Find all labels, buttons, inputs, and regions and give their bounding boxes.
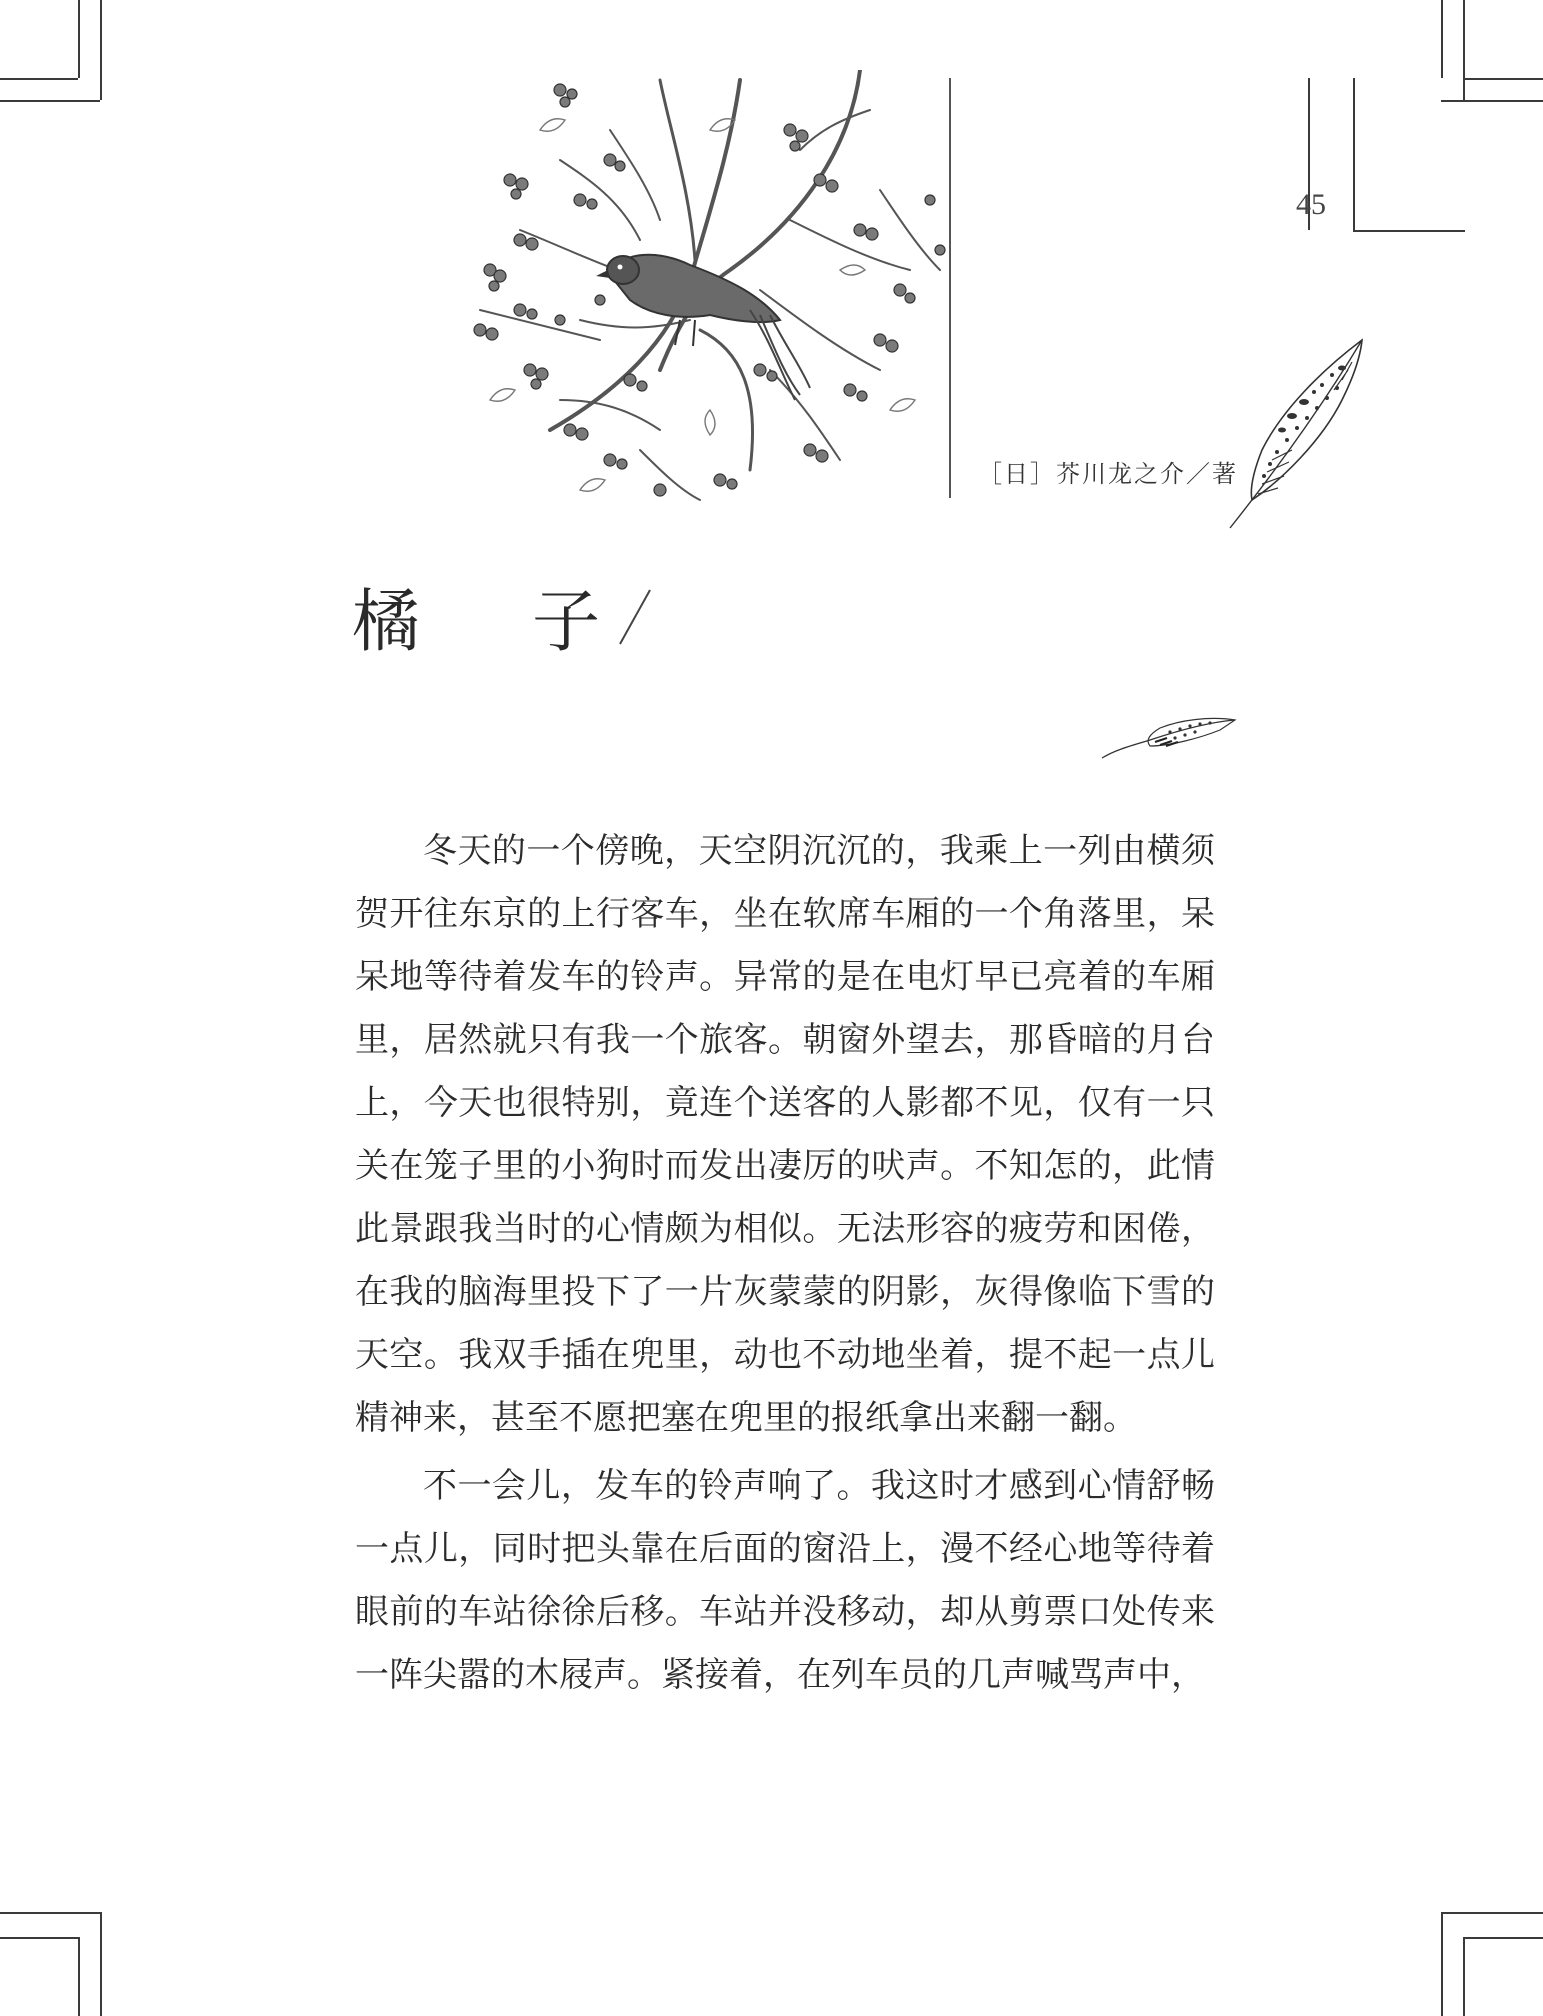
header-rule-right-v2 bbox=[1353, 78, 1355, 230]
feather-icon bbox=[1222, 330, 1372, 530]
crop-mark-top-right-v bbox=[1441, 0, 1443, 78]
crop-mark-top-right-v2 bbox=[1463, 0, 1465, 100]
crop-mark-top-left-h2 bbox=[0, 100, 100, 102]
crop-mark-top-right-h2 bbox=[1463, 78, 1543, 80]
header-rule-right-h bbox=[1353, 230, 1465, 232]
page-number: 45 bbox=[1296, 188, 1326, 221]
feather-large-icon bbox=[1222, 330, 1372, 530]
bird-branch-illustration bbox=[460, 70, 960, 510]
crop-mark-top-left-v2 bbox=[78, 0, 80, 78]
crop-mark-bottom-right-h bbox=[1441, 1912, 1543, 1914]
bird-branch-sketch-icon bbox=[460, 70, 960, 510]
crop-mark-bottom-right-v bbox=[1441, 1912, 1443, 2016]
feather-icon bbox=[1100, 712, 1240, 762]
title-slash-icon bbox=[618, 588, 652, 646]
crop-mark-top-left-h bbox=[0, 78, 78, 80]
article-title bbox=[352, 568, 652, 665]
crop-mark-bottom-right-h2 bbox=[1463, 1937, 1543, 1939]
feather-small-icon bbox=[1100, 712, 1240, 762]
author-credit: ［日］芥川龙之介／著 bbox=[978, 460, 1238, 488]
crop-mark-bottom-left-v bbox=[100, 1912, 102, 2016]
crop-mark-bottom-left-v2 bbox=[78, 1937, 80, 2016]
crop-mark-bottom-left-h2 bbox=[0, 1937, 78, 1939]
paragraph: 冬天的一个傍晚，天空阴沉沉的，我乘上一列由横须贺开往东京的上行客车，坐在软席车厢的一个角落里，呆呆地等待着发车的铃声。异常的是在电灯早已亮着的车厢里，居然就只有我一个旅客。朝窗外望去，那昏暗的月台上，今天也很特别，竟连个送客的人影都不见，仅有一只关在笼子里的小狗时而发出凄厉的吠声。不知怎的，此情此景跟我当时的心情颇为相似。无法形容的疲劳和困倦，在我的脑海里投下了一片灰蒙蒙的阴影，灰得像临下雪的天空。我双手插在兜里，动也不动地坐着，提不起一点儿精神来，甚至不愿把塞在兜里的报纸拿出来翻一翻。 bbox=[355, 831, 1215, 1438]
paragraph: 不一会儿，发车的铃声响了。我这时才感到心情舒畅一点儿，同时把头靠在后面的窗沿上，漫不经心地等待着眼前的车站徐徐后移。车站并没移动，却从剪票口处传来一阵尖嚣的木屐声。紧接着，在列车员的几声喊骂声中， bbox=[355, 1466, 1215, 1695]
header-divider bbox=[949, 78, 951, 498]
title-char-1: 橘 bbox=[352, 583, 421, 662]
crop-mark-bottom-left-h bbox=[0, 1912, 102, 1914]
crop-mark-top-left-v bbox=[100, 0, 102, 100]
article-body bbox=[355, 820, 1215, 1712]
title-char-2: 子 bbox=[532, 583, 601, 662]
crop-mark-bottom-right-v2 bbox=[1463, 1937, 1465, 2016]
crop-mark-top-right-h bbox=[1441, 100, 1543, 102]
